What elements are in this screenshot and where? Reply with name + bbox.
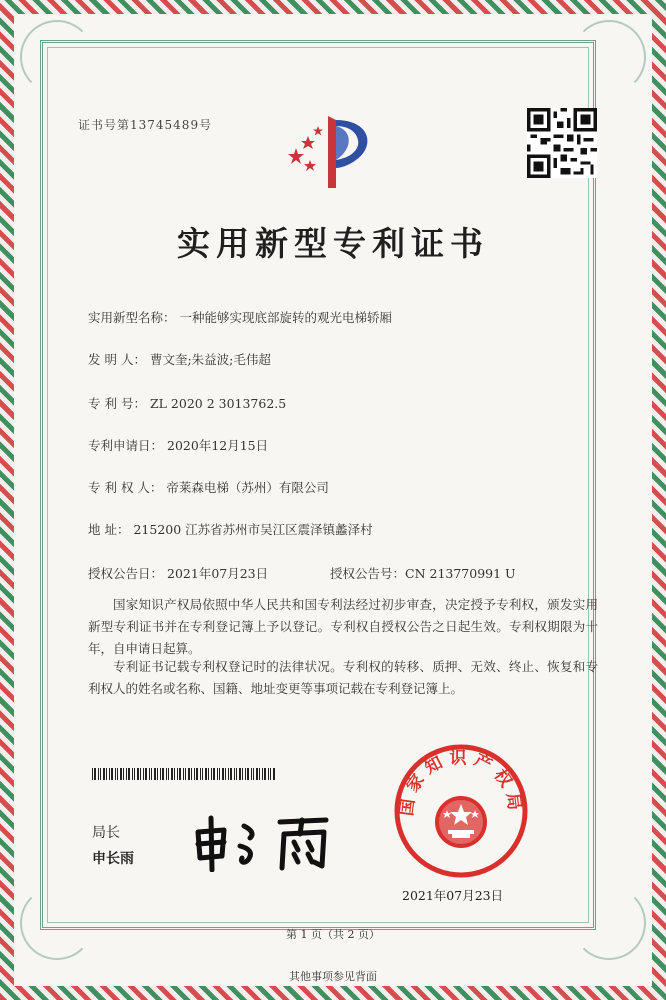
seal-text: 国家知识产权局 — [397, 748, 525, 818]
address-row — [88, 520, 373, 538]
director-name: 申长雨 — [92, 851, 134, 867]
address-value: 215200 江苏省苏州市吴江区震泽镇蠡泽村 — [133, 522, 373, 537]
page-number: 第 1 页（共 2 页） — [286, 928, 380, 941]
cnipa-emblem-icon — [280, 106, 380, 196]
patent-no-label: 专 利 号： — [88, 396, 146, 411]
patentee-label: 专 利 权 人： — [88, 480, 163, 495]
corner-ornament — [572, 886, 646, 960]
patentee-row — [88, 478, 329, 496]
utility-model-name-value: 一种能够实现底部旋转的观光电梯轿厢 — [179, 310, 393, 325]
certificate-title: 实用新型专利证书 — [177, 224, 489, 263]
director-title: 局长 — [92, 825, 120, 841]
grant-date-label: 授权公告日： — [88, 566, 164, 581]
seal-date: 2021年07月23日 — [402, 888, 504, 903]
filing-date-label: 专利申请日： — [88, 438, 164, 453]
address-label: 地 址： — [88, 522, 130, 537]
inventor-value: 曹文奎;朱益波;毛伟超 — [149, 352, 271, 367]
grant-date-value: 2021年07月23日 — [167, 566, 269, 581]
signature-icon — [190, 812, 340, 872]
official-seal — [392, 742, 530, 880]
filing-date-row — [88, 436, 268, 454]
patent-no-value: ZL 2020 2 3013762.5 — [149, 396, 287, 411]
certificate-number: 证书号第13745489号 — [78, 118, 213, 132]
corner-ornament — [20, 20, 94, 94]
barcode-icon — [92, 768, 278, 780]
patentee-value: 帝莱森电梯（苏州）有限公司 — [166, 480, 329, 495]
utility-model-name-label: 实用新型名称： — [88, 310, 176, 325]
grant-no-label: 授权公告号： — [330, 566, 406, 581]
qr-code-icon[interactable] — [527, 108, 597, 178]
statement-paragraph: 专利证书记载专利权登记时的法律状况。专利权的转移、质押、无效、终止、恢复和专利权人的姓名或名称、国籍、地址变更等事项记载在专利登记簿上。 — [88, 659, 598, 696]
footer-note: 其他事项参见背面 — [289, 970, 377, 983]
corner-ornament — [572, 20, 646, 94]
inventor-row — [88, 350, 271, 368]
filing-date-value: 2020年12月15日 — [167, 438, 269, 453]
grant-no-row — [330, 564, 516, 582]
inventor-label: 发 明 人： — [88, 352, 146, 367]
corner-ornament — [20, 886, 94, 960]
grant-no-value: CN 213770991 U — [405, 566, 516, 581]
utility-model-name-row — [88, 308, 392, 326]
national-emblem-icon — [435, 796, 487, 848]
patent-no-row — [88, 394, 286, 412]
grant-date-row — [88, 564, 268, 582]
statement-paragraph: 国家知识产权局依照中华人民共和国专利法经过初步审查，决定授予专利权，颁发实用新型专利证书并在专利登记簿上予以登记。专利权自授权公告之日起生效。专利权期限为十年，自申请日起算。 — [88, 597, 598, 656]
